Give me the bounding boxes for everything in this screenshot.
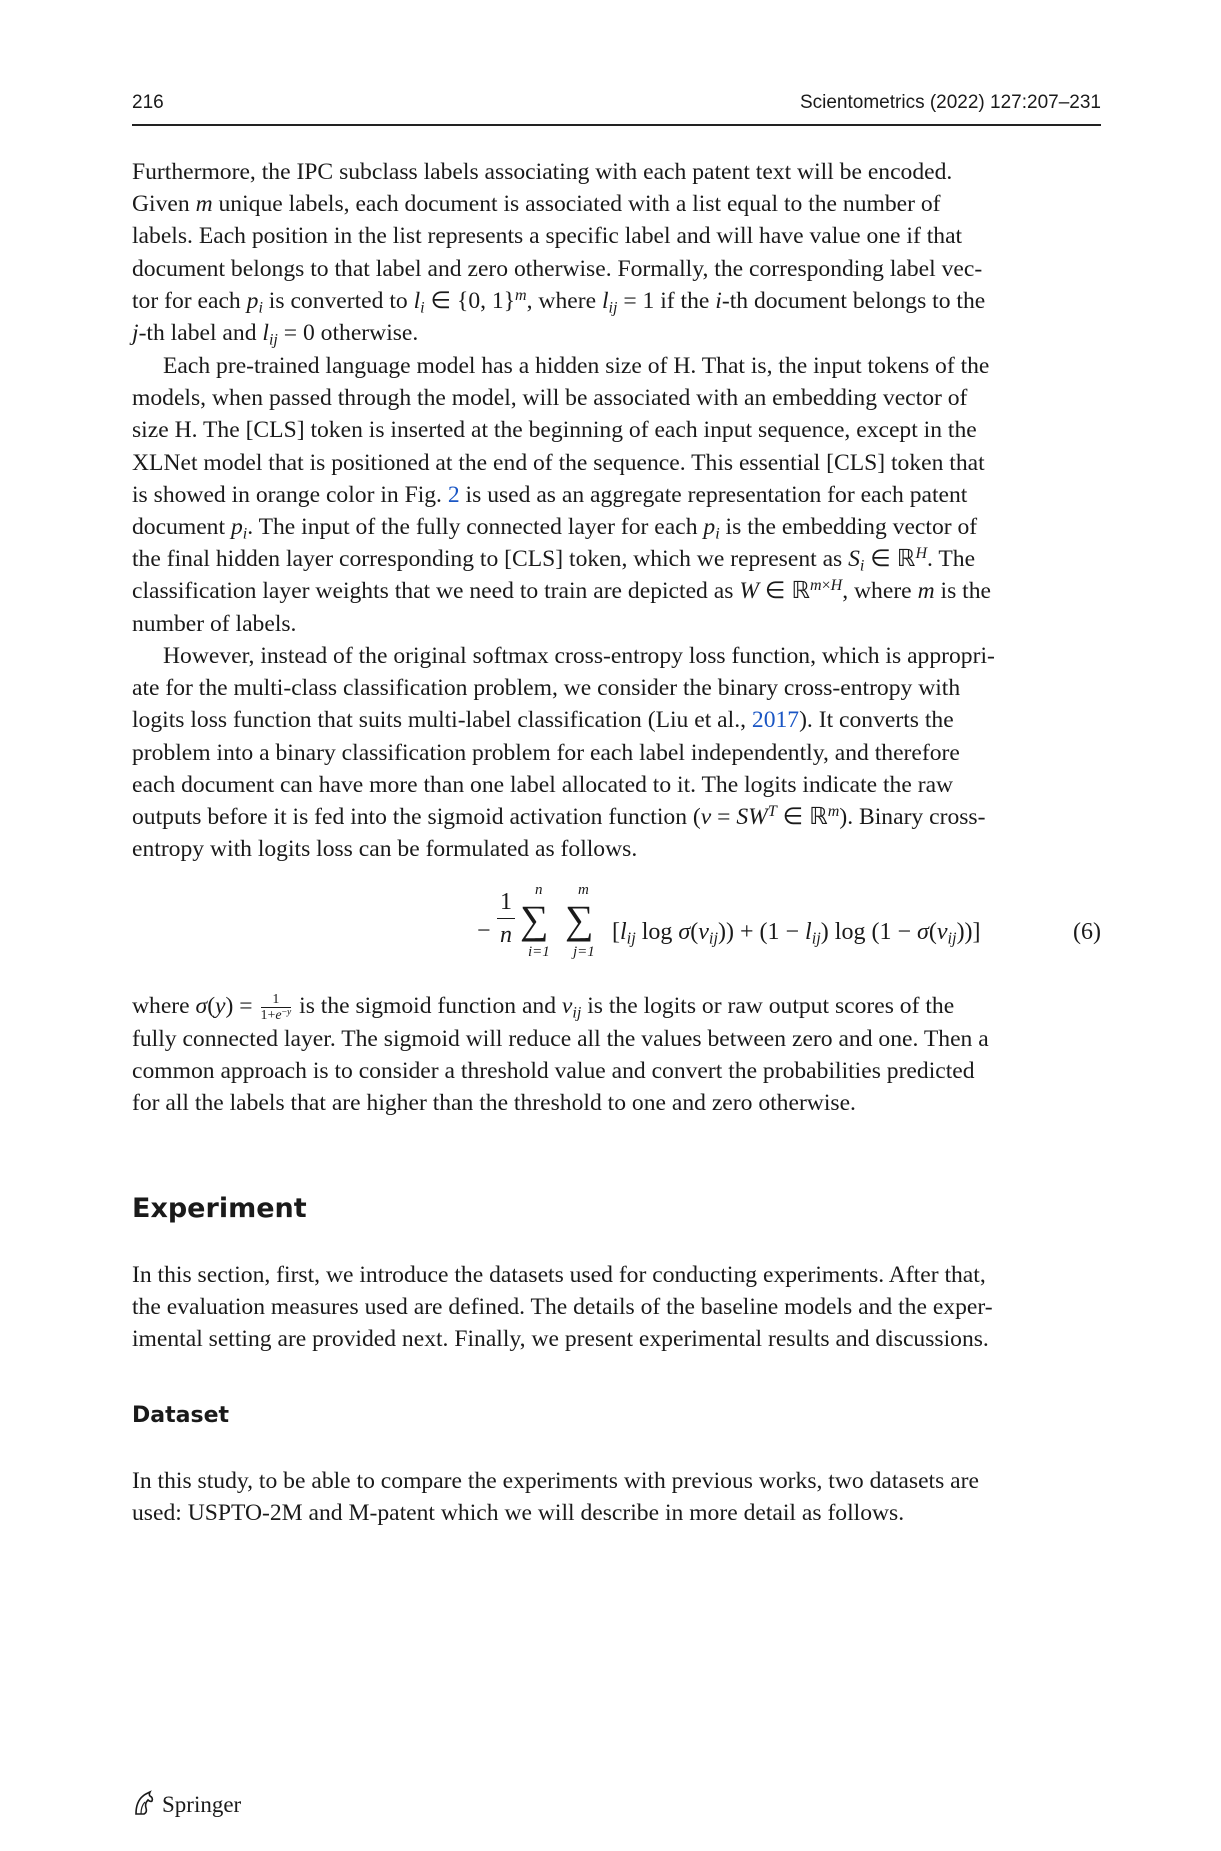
springer-horse-icon (132, 1790, 156, 1816)
text-line: XLNet model that is positioned at the end of the sequence. This essential [CLS] token that (132, 449, 985, 476)
text-line: labels. Each position in the list represents a specific label and will have value one if that (132, 223, 963, 250)
text-line: imental setting are provided next. Finally, we present experimental results and discussions. (132, 1326, 989, 1353)
text-line: for all the labels that are higher than the threshold to one and zero otherwise. (132, 1090, 856, 1117)
paragraph-experiment-intro (132, 1259, 1101, 1356)
text-line: document $p_i$. The input of the fully connected layer for each $p_i$ is the embedding vector of (132, 514, 978, 543)
text-line: Given m unique labels, each document is associated with a list equal to the number of (132, 191, 941, 218)
text-line: number of labels. (132, 610, 297, 637)
text-line: classification layer weights that we need to train are depicted as W ∈ ℝ$^{m\times H}$, where m is the (132, 577, 991, 605)
text-line: is showed in orange color in Fig. 2 is used as an aggregate representation for each patent (132, 481, 968, 508)
text-line: ate for the multi-class classification problem, we consider the binary cross-entropy with (132, 675, 961, 702)
publisher-name: Springer (162, 1792, 242, 1817)
text-line: j-th label and $l_{ij} = 0$ otherwise. (132, 320, 419, 349)
text-line: the evaluation measures used are defined. The details of the baseline models and the exper- (132, 1294, 993, 1321)
equation-6 (132, 884, 1101, 984)
text-line: size H. The [CLS] token is inserted at the beginning of each input sequence, except in the (132, 417, 977, 444)
subsection-heading-dataset: Dataset (132, 1403, 230, 1428)
text-line: each document can have more than one label allocated to it. The logits indicate the raw (132, 771, 954, 798)
paragraph-dataset (132, 1465, 1101, 1529)
loss-formula: − 1 n n ∑ i=1 m ∑ j=1 [$l_{ij}$ $\log \sigma(v_{ij})) + (1 - l_{ij})$ $\log (1 - \sigma(v_{ij}))$] (477, 882, 981, 960)
text-line: tor for each $p_i$ is converted to $l_i$ ∈ {0, 1}$^m$, where $l_{ij} = 1$ if the i-th document belongs to the (132, 286, 986, 317)
text-line: In this section, first, we introduce the datasets used for conducting experiments. After that, (132, 1262, 986, 1288)
paragraph-label-encoding (132, 156, 1101, 349)
publisher-footer (132, 1790, 241, 1818)
running-header (132, 88, 1101, 126)
text-line: used: USPTO-2M and M-patent which we will describe in more detail as follows. (132, 1500, 905, 1527)
text-line: logits loss function that suits multi-label classification (Liu et al., 2017). It converts the (132, 707, 954, 734)
text-line: models, when passed through the model, will be associated with an embedding vector of (132, 385, 968, 412)
text-line: fully connected layer. The sigmoid will reduce all the values between zero and one. Then a (132, 1026, 989, 1053)
text-line: problem into a binary classification problem for each label independently, and therefore (132, 739, 960, 766)
text-line: the final hidden layer corresponding to [CLS] token, which we represent as $S_i$ ∈ ℝ$^H$. The (132, 545, 976, 575)
paragraph-sigmoid (132, 990, 1101, 1120)
text-line: However, instead of the original softmax cross-entropy loss function, which is appropri- (163, 643, 995, 669)
journal-reference: Scientometrics (2022) 127:207–231 (799, 92, 1101, 113)
text-line: Furthermore, the IPC subclass labels associating with each patent text will be encoded. (132, 159, 953, 185)
section-heading-experiment: Experiment (132, 1193, 307, 1224)
text-line: common approach is to consider a threshold value and convert the probabilities predicted (132, 1058, 975, 1085)
paragraph-loss (132, 640, 1101, 865)
figure-link[interactable]: 2 (447, 481, 460, 508)
text-line: Each pre-trained language model has a hidden size of H. That is, the input tokens of the (163, 353, 990, 379)
page-number: 216 (132, 92, 164, 113)
text-line: document belongs to that label and zero otherwise. Formally, the corresponding label vec- (132, 255, 983, 282)
text-line: where $\sigma(y) = \frac{1}{1+e^{-y}}$ is the sigmoid function and $v_{ij}$ is the logits or raw output scores of the (132, 992, 955, 1024)
text-line: In this study, to be able to compare the experiments with previous works, two datasets are (132, 1468, 979, 1494)
citation-link[interactable]: 2017 (751, 707, 800, 734)
paragraph-cls-token (132, 350, 1101, 640)
text-line: outputs before it is fed into the sigmoid activation function ($v = SW^T$ ∈ ℝ$^m$). Binary cross- (132, 803, 986, 831)
equation-number: (6) (1073, 919, 1101, 945)
text-line: entropy with logits loss can be formulated as follows. (132, 836, 638, 863)
